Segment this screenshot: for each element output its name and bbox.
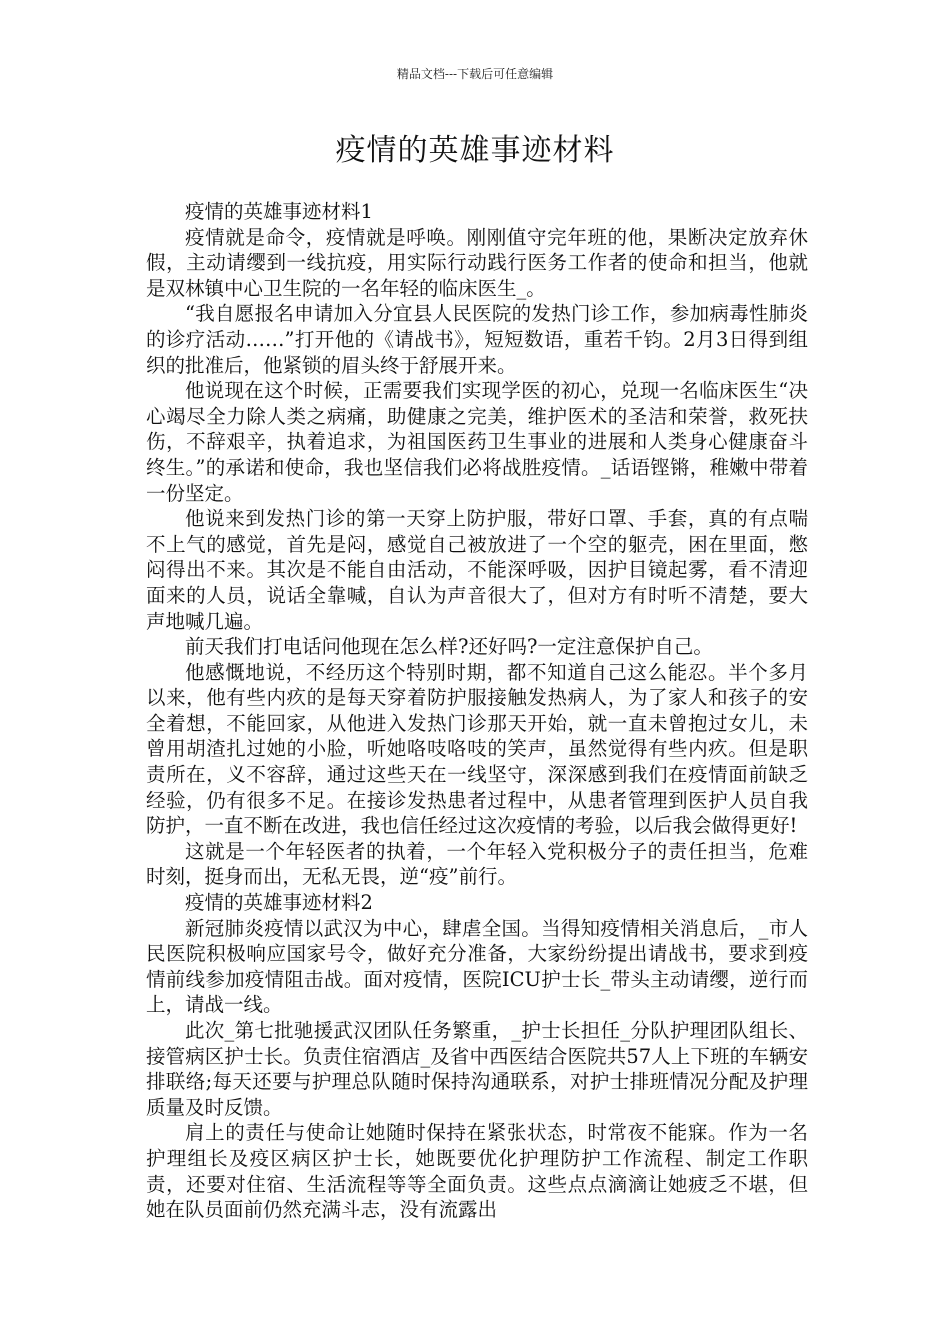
paragraph: 他说来到发热门诊的第一天穿上防护服，带好口罩、手套，真的有点喘不上气的感觉，首先是闷，感觉自己被放进了一个空的躯壳，困在里面，憋闷得出不来。其次是不能自由活动，不能深呼吸，因护目镜起雾，看不清迎面来的人员，说话全靠喊，自认为声音很大了，但对方有时听不清楚，要大声地喊几遍。 xyxy=(146,507,808,633)
paragraph: 肩上的责任与使命让她随时保持在紧张状态，时常夜不能寐。作为一名护理组长及疫区病区护士长，她既要优化护理防护工作流程、制定工作职责，还要对住宿、生活流程等等全面负责。这些点点滴滴让她疲乏不堪，但她在队员面前仍然充满斗志，没有流露出 xyxy=(146,1121,808,1222)
paragraph: 他说现在这个时候，正需要我们实现学医的初心，兑现一名临床医生“决心竭尽全力除人类之病痛，助健康之完美，维护医术的圣洁和荣誉，救死扶伤，不辞艰辛，执着追求，为祖国医药卫生事业的进展和人类身心健康奋斗终生。”的承诺和使命，我也坚信我们必将战胜疫情。_话语铿锵，稚嫩中带着一份坚定。 xyxy=(146,379,808,505)
paragraph: 新冠肺炎疫情以武汉为中心，肆虐全国。当得知疫情相关消息后，_市人民医院积极响应国家号令，做好充分准备，大家纷纷提出请战书，要求到疫情前线参加疫情阻击战。面对疫情，医院ICU护士长_带头主动请缨，逆行而上，请战一线。 xyxy=(146,916,808,1017)
page-header: 精品文档---下载后可任意编辑 xyxy=(396,67,554,81)
document-title: 疫情的英雄事迹材料 xyxy=(335,133,615,168)
paragraph: “我自愿报名申请加入分宜县人民医院的发热门诊工作，参加病毒性肺炎的诊疗活动……”打开他的《请战书》，短短数语，重若千钧。2月3日得到组织的批准后，他紧锁的眉头终于舒展开来。 xyxy=(146,302,808,377)
document-body xyxy=(146,199,808,1223)
paragraph: 此次_第七批驰援武汉团队任务繁重，_护士长担任_分队护理团队组长、接管病区护士长。负责住宿酒店_及省中西医结合医院共57人上下班的车辆安排联络;每天还要与护理总队随时保持沟通联系，对护士排班情况分配及护理质量及时反馈。 xyxy=(146,1019,808,1119)
section-heading-1: 疫情的英雄事迹材料1 xyxy=(185,200,373,223)
paragraph: 前天我们打电话问他现在怎么样?还好吗?一定注意保护自己。 xyxy=(185,635,713,659)
paragraph: 他感慨地说，不经历这个特别时期，都不知道自己这么能忍。半个多月以来，他有些内疚的是每天穿着防护服接触发热病人，为了家人和孩子的安全着想，不能回家，从他进入发热门诊那天开始，就一直未曾抱过女儿，未曾用胡渣扎过她的小脸，听她咯吱咯吱的笑声，虽然觉得有些内疚。但是职责所在，义不容辞，通过这些天在一线坚守，深深感到我们在疫情面前缺乏经验，仍有很多不足。在接诊发热患者过程中，从患者管理到医护人员自我防护，一直不断在改进，我也信任经过这次疫情的考验，以后我会做得更好! xyxy=(146,660,808,838)
paragraph: 这就是一个年轻医者的执着，一个年轻入党积极分子的责任担当，危难时刻，挺身而出，无私无畏，逆“疫”前行。 xyxy=(146,839,808,889)
section-heading-2: 疫情的英雄事迹材料2 xyxy=(185,891,373,915)
paragraph: 疫情就是命令，疫情就是呼唤。刚刚值守完年班的他，果断决定放弃休假，主动请缨到一线抗疫，用实际行动践行医务工作者的使命和担当，他就是双林镇中心卫生院的一名年轻的临床医生_。 xyxy=(146,225,808,300)
